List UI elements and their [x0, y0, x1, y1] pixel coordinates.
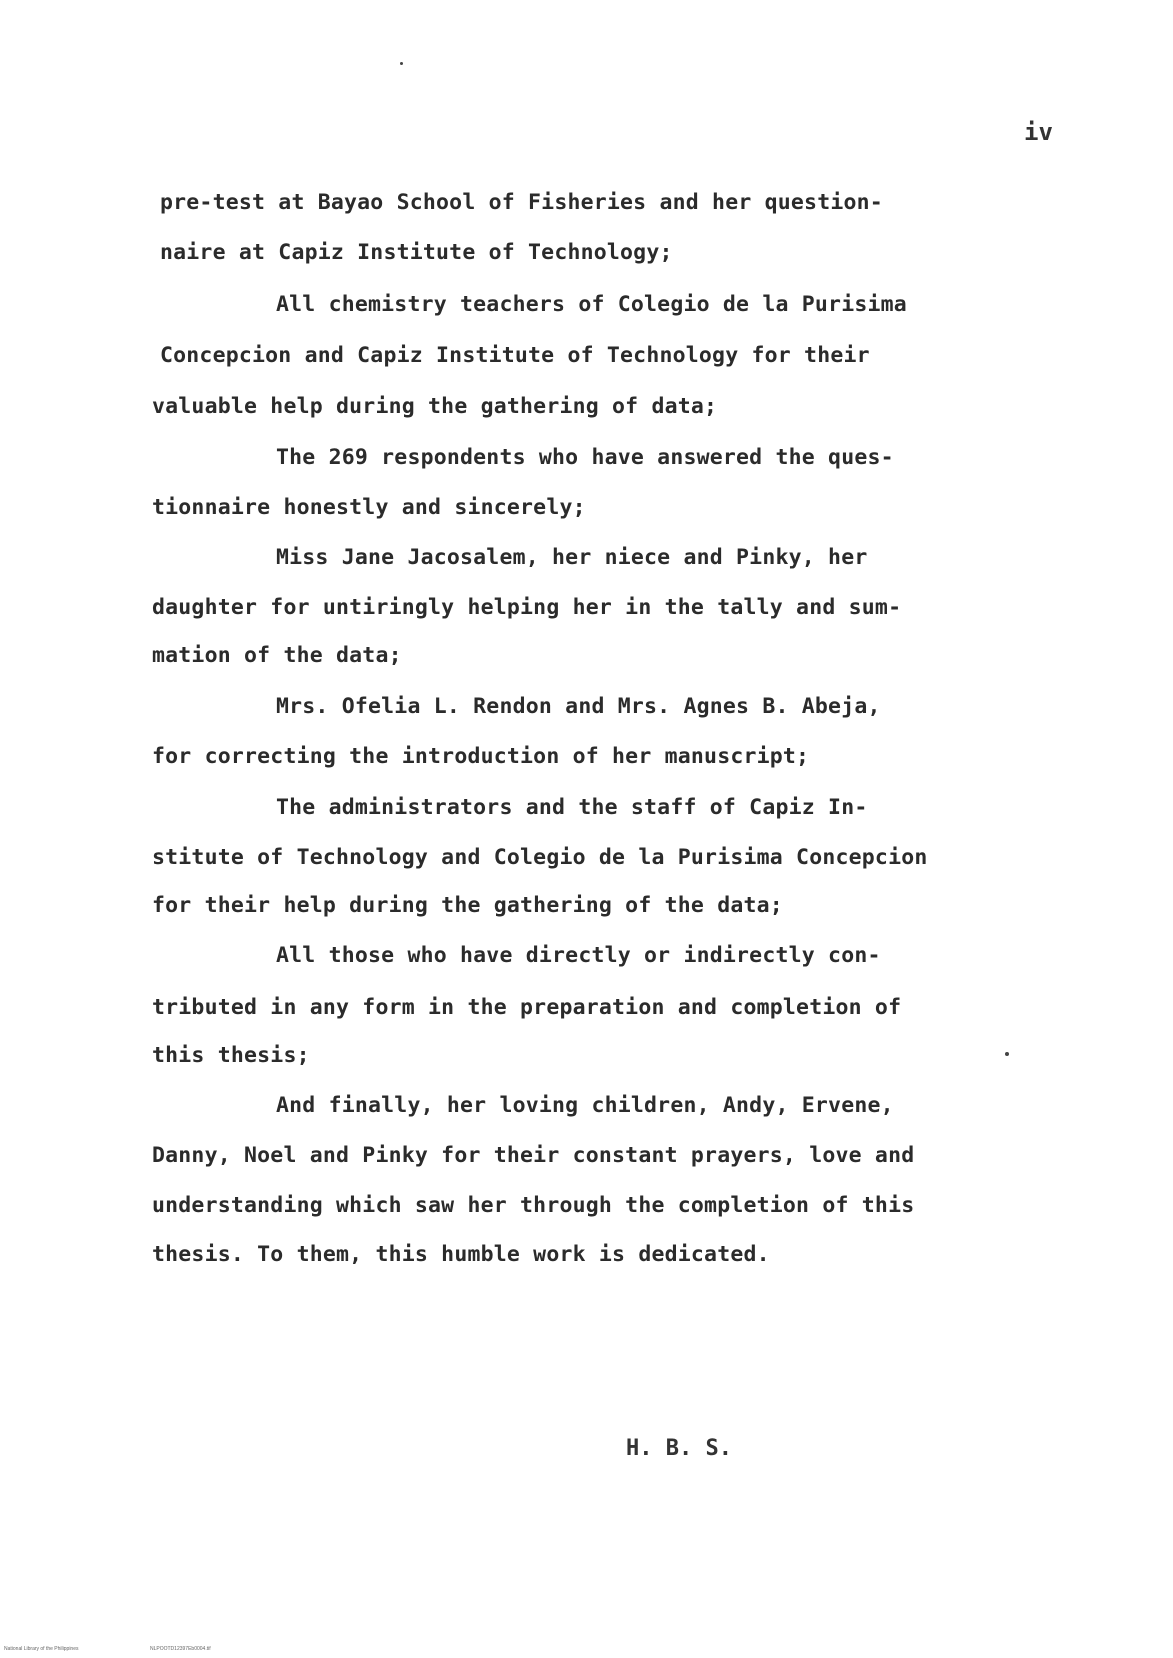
- text-line: And finally, her loving children, Andy, Ervene,: [276, 1093, 894, 1118]
- text-line: for their help during the gathering of the data;: [152, 893, 783, 918]
- text-line: pre-test at Bayao School of Fisheries and her question-: [160, 190, 883, 215]
- text-line: understanding which saw her through the completion of this: [152, 1193, 915, 1218]
- text-line: tionnaire honestly and sincerely;: [152, 495, 586, 520]
- text-line: valuable help during the gathering of data;: [152, 394, 718, 419]
- text-line: naire at Capiz Institute of Technology;: [160, 240, 673, 265]
- scan-speck: [400, 62, 403, 65]
- text-line: Danny, Noel and Pinky for their constant prayers, love and: [152, 1143, 915, 1168]
- text-line: this thesis;: [152, 1043, 310, 1068]
- author-initials: H. B. S.: [626, 1436, 732, 1461]
- text-line: Miss Jane Jacosalem, her niece and Pinky, her: [276, 545, 868, 570]
- text-line: for correcting the introduction of her manuscript;: [152, 744, 810, 769]
- text-line: The 269 respondents who have answered the ques-: [276, 445, 894, 470]
- page-number: iv: [1024, 118, 1053, 146]
- text-line: stitute of Technology and Colegio de la Purisima Concepcion: [152, 845, 928, 870]
- text-line: All chemistry teachers of Colegio de la Purisima: [276, 292, 907, 317]
- footer-file-id: NLPOOTD12397Eb0004.tif: [150, 1646, 211, 1652]
- text-line: mation of the data;: [152, 643, 402, 668]
- text-line: daughter for untiringly helping her in the tally and sum-: [152, 595, 902, 620]
- text-line: Mrs. Ofelia L. Rendon and Mrs. Agnes B. Abeja,: [276, 694, 881, 719]
- text-line: tributed in any form in the preparation and completion of: [152, 995, 902, 1020]
- text-line: Concepcion and Capiz Institute of Technology for their: [160, 343, 870, 368]
- text-line: All those who have directly or indirectly con-: [276, 943, 881, 968]
- footer-library: National Library of the Philippines: [4, 1646, 79, 1652]
- text-line: The administrators and the staff of Capiz In-: [276, 795, 868, 820]
- scan-speck: [1005, 1052, 1009, 1056]
- text-line: thesis. To them, this humble work is dedicated.: [152, 1242, 770, 1267]
